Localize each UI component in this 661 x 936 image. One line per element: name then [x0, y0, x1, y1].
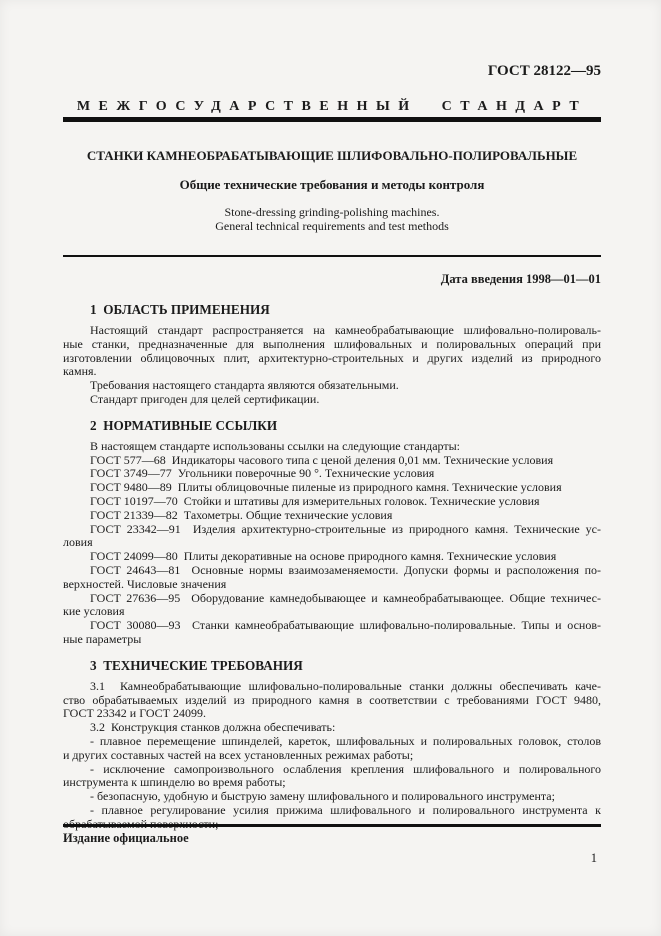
text-line: ГОСТ 30080—93 Станки камнеобрабатывающие шлифовально-полировальные. Типы и основ- — [90, 618, 601, 633]
section — [63, 418, 601, 647]
text-line: инструмента к шпинделю во время работы; — [63, 775, 286, 790]
paragraph — [63, 592, 601, 620]
paragraph — [63, 454, 601, 468]
section-heading: 1 ОБЛАСТЬ ПРИМЕНЕНИЯ — [90, 302, 270, 317]
document-title: СТАНКИ КАМНЕОБРАБАТЫВАЮЩИЕ ШЛИФОВАЛЬНО-ПОЛИРОВАЛЬНЫЕ — [86, 148, 578, 163]
paragraph — [63, 440, 601, 454]
text-line: кие условия — [63, 604, 125, 619]
section-heading: 3 ТЕХНИЧЕСКИЕ ТРЕБОВАНИЯ — [90, 657, 303, 673]
standard-type-banner: МЕЖГОСУДАРСТВЕННЫЙ СТАНДАРТ — [76, 99, 588, 114]
text-line: ловия — [63, 535, 93, 550]
text-line: ГОСТ 23342 и ГОСТ 24099. — [63, 706, 206, 721]
paragraph — [63, 481, 601, 495]
paragraph — [63, 523, 601, 551]
text-line: ГОСТ 10197—70 Стойки и штативы для измерительных головок. Технические условия — [90, 493, 540, 508]
text-line: ство обрабатываемых изделий из природного камня в соответствии с требованиями ГОСТ 9480, — [63, 692, 601, 707]
paragraph — [63, 324, 601, 379]
text-line: Стандарт пригоден для целей сертификации. — [90, 391, 320, 406]
text-line: и других составных частей на всех установленных режимах работы; — [63, 747, 414, 762]
text-line: - плавное регулирование усилия прижима шлифовального и полировального инструмента к — [90, 802, 601, 817]
paragraph — [63, 495, 601, 509]
doc-number: ГОСТ 28122—95 — [487, 63, 601, 79]
section-heading: 2 НОРМАТИВНЫЕ ССЫЛКИ — [90, 417, 278, 433]
text-line: ГОСТ 27636—95 Оборудование камнедобывающее и камнеобрабатывающее. Общие техничес- — [90, 590, 601, 605]
effective-date: Дата введения 1998—01—01 — [440, 272, 601, 286]
paragraph — [63, 680, 601, 721]
title-english — [63, 205, 601, 233]
text-line: - плавное перемещение шпинделей, кареток, шлифовальных и полировальных головок, столов — [90, 733, 601, 748]
page-content — [63, 0, 601, 832]
paragraph — [63, 379, 601, 393]
text-line: ГОСТ 3749—77 Угольники поверочные 90 °. Технические условия — [90, 466, 435, 481]
paragraph — [63, 509, 601, 523]
footer-divider — [63, 824, 601, 827]
text-line: 3.1 Камнеобрабатывающие шлифовально-полировальные станки должны обеспечивать каче- — [90, 678, 601, 693]
text-line: верхностей. Числовые значения — [63, 576, 227, 591]
paragraph — [63, 467, 601, 481]
text-line: - исключение самопроизвольного ослабления крепления шлифовального и полировального — [90, 761, 601, 776]
text-line: ные параметры — [63, 631, 142, 646]
text-line: Требования настоящего стандарта являются обязательными. — [90, 378, 399, 393]
text-line: - безопасную, удобную и быструю замену шлифовального и полировального инструмента; — [90, 789, 555, 804]
sections — [63, 302, 601, 832]
paragraph — [63, 550, 601, 564]
section — [63, 658, 601, 832]
document-subtitle: Общие технические требования и методы контроля — [179, 177, 485, 192]
text-line: ГОСТ 24099—80 Плиты декоративные на основе природного камня. Технические условия — [90, 549, 557, 564]
text-line: ГОСТ 9480—89 Плиты облицовочные пиленые из природного камня. Технические условия — [90, 480, 562, 495]
paragraph — [63, 790, 601, 804]
paragraph — [63, 619, 601, 647]
text-line: ГОСТ 21339—82 Тахометры. Общие технические условия — [90, 507, 393, 522]
text-line: Настоящий стандарт распространяется на камнеобрабатывающие шлифовально-полироваль- — [90, 323, 601, 337]
paragraph — [63, 721, 601, 735]
text-line: ГОСТ 577—68 Индикаторы часового типа с ценой деления 0,01 мм. Технические условия — [90, 452, 554, 467]
title-english-line2: General technical requirements and test methods — [215, 219, 449, 233]
paragraph — [63, 763, 601, 791]
text-line: камня. — [63, 364, 97, 379]
paragraph — [63, 804, 601, 832]
text-line: ные станки, предназначенные для выполнения шлифовальных и полировальных операций при — [63, 336, 601, 351]
paragraph — [63, 393, 601, 407]
paragraph — [63, 735, 601, 763]
page-number: 1 — [590, 851, 597, 865]
text-line: 3.2 Конструкция станков должна обеспечивать: — [90, 720, 336, 735]
text-line: ГОСТ 23342—91 Изделия архитектурно-строительные из природного камня. Технические ус- — [90, 521, 601, 536]
paragraph — [63, 564, 601, 592]
text-line: изготовлении облицовочных плит, архитектурно-строительных и других изделий из природного — [63, 350, 601, 365]
edition-note: Издание официальное — [63, 831, 189, 845]
banner-underline — [63, 117, 601, 122]
text-line: ГОСТ 24643—81 Основные нормы взаимозаменяемости. Допуски формы и расположения по- — [90, 562, 601, 577]
text-line: В настоящем стандарте использованы ссылки на следующие стандарты: — [90, 438, 461, 453]
date-divider — [63, 255, 601, 257]
title-english-line1: Stone-dressing grinding-polishing machines. — [224, 205, 440, 219]
section — [63, 302, 601, 407]
